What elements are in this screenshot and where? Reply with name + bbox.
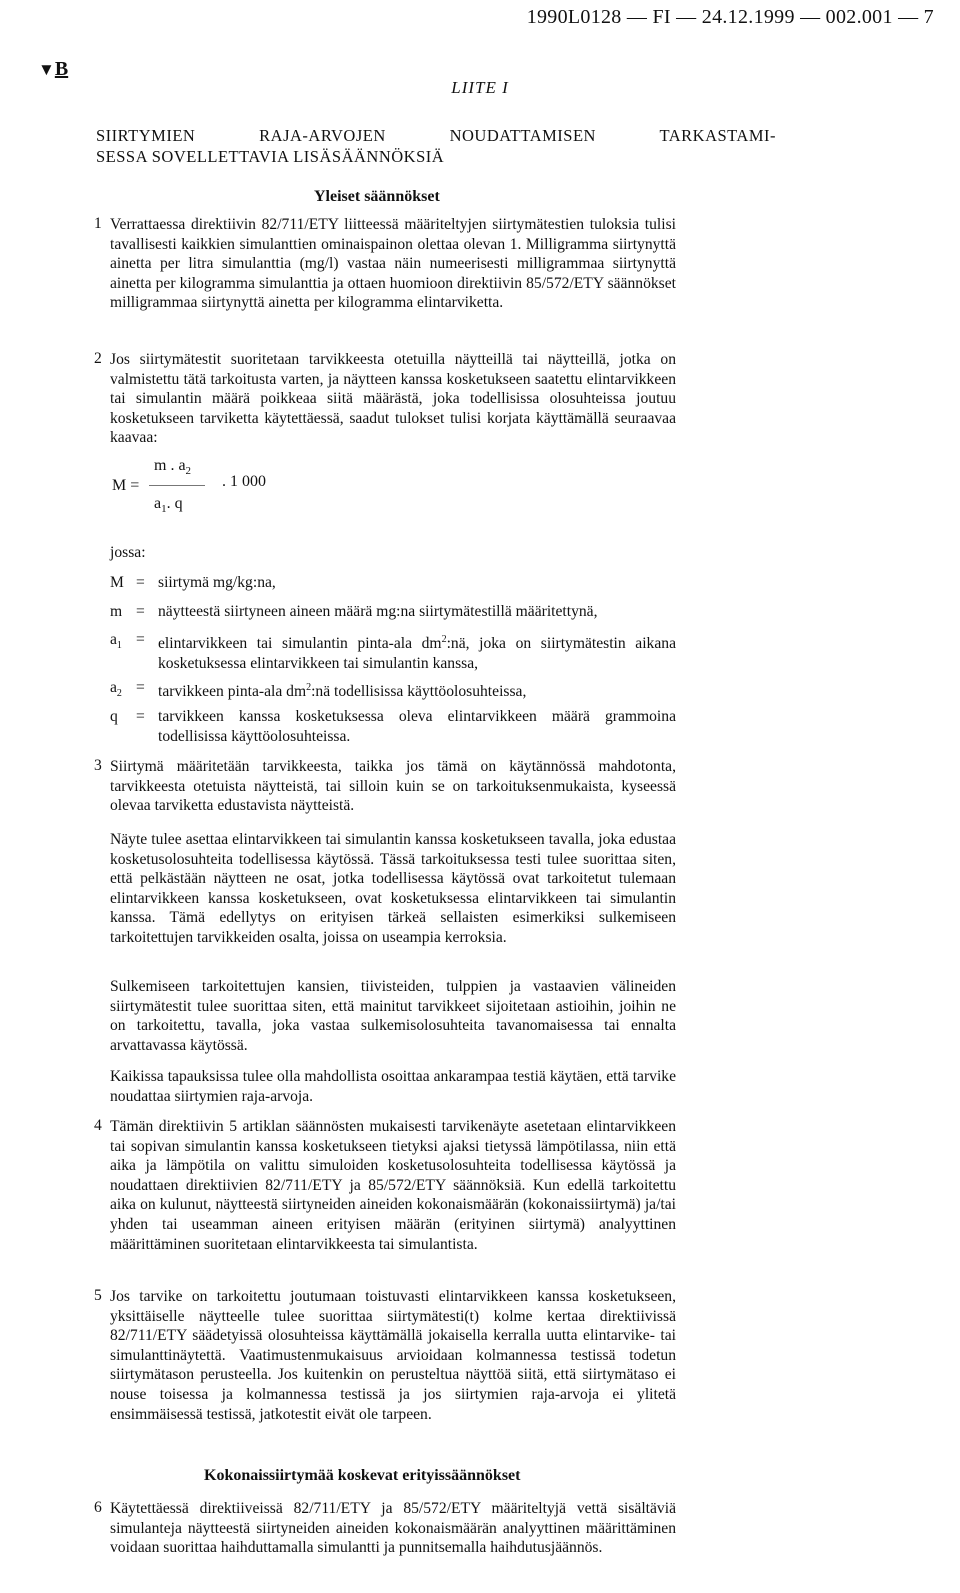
formula-lhs: M = (112, 477, 140, 494)
paragraph-3: Siirtymä määritetään tarvikkeesta, taikka jos tämä on käytännössä mahdotonta, tarvikkeesta otetuista näytteistä, tai silloin kuin se on tarkoituksenmukaista, kyseessä olevaa tarviketta edustavista näytteistä. (110, 758, 676, 815)
paragraph-number-5: 5 (94, 1287, 102, 1304)
paragraph-number-3: 3 (94, 757, 102, 774)
formula-denominator: $a_1$. q (154, 495, 183, 516)
annex-title: LIITE I (451, 78, 509, 97)
paragraph-2: Jos siirtymätestit suoritetaan tarvikkeesta otetuilla näytteillä tai näytteillä, jotka on valmistettu tätä tarkoitusta varten, ja näytteen kanssa kosketukseen saatettu elintarvikkeen tai simulantin määrä poikkeaa siitä määrästä, joka todellisissa olosuhteissa joutuu kosketukseen tarviketta käytettäessä, saadut tulokset tulisi korjata käyttämällä seuraavaa kaavaa: (110, 351, 676, 447)
paragraph-3d: Kaikissa tapauksissa tulee olla mahdollista osoittaa ankarampaa testiä käytäen, että tarvike noudattaa siirtymien raja-arvoja. (110, 1068, 676, 1105)
document-header: 1990L0128 — FI — 24.12.1999 — 002.001 — 7 (526, 6, 934, 28)
paragraph-1: Verrattaessa direktiivin 82/711/ETY liitteessä määriteltyjen siirtymätestien tuloksia tulisi tavallisesti kaikkien simulanttien ominaispainon olettaa olevan 1. Milligramma siirtynyttä ainetta per litra simulanttia (mg/l) vastaa näin numeerisesti milligrammaa siirtynyttä ainetta per kilogramma simulanttia ja ottaen huomioon direktiivin 85/572/ETY säännökset milligrammaa siirtynyttä ainetta per kilogramma elintarviketta. (110, 216, 676, 312)
paragraph-4: Tämän direktiivin 5 artiklan säännösten mukaisesti tarvikenäyte asetetaan elintarvikkeen tai sopivan simulantin kanssa kosketukseen tietyksi ajaksi tietyssä lämpötilassa, niin että aika ja lämpötila on valittu simuloiden kosketusolosuhteita todellisessa käytössä ja noudattaen direktiivien 82/711/ETY ja 85/572/ETY säännöksiä. Kun edellä tarkoitettu aika on kulunut, näytteestä siirtyneiden aineiden kokonaismäärän (kokonaissiirtymä) ja/tai yhden tai useamman aineen erityisen määrän (erityinen siirtymä) analyyttinen määrittäminen suoritetaan elintarvikkeesta tai simulantista. (110, 1118, 676, 1253)
main-title-line-2: SESSA SOVELLETTAVIA LISÄSÄÄNNÖKSIÄ (96, 147, 445, 166)
section-title-general: Yleiset säännökset (314, 188, 440, 205)
paragraph-6: Käytettäessä direktiiveissä 82/711/ETY ja 85/572/ETY määriteltyjä vettä sisältäviä simulanteja näytteestä siirtyneiden aineiden kokonaismäärän analyyttinen määrittäminen voidaan suorittaa haihduttamalla simulantti ja punnitsemalla haihdutusjäännös. (110, 1500, 676, 1557)
paragraph-5: Jos tarvike on tarkoitettu joutumaan toistuvasti elintarvikkeen kanssa kosketukseen, yksittäiselle näytteelle tulee suorittaa siirtymätesti(t) kolme kertaa direktiivissä 82/711/ETY säädetyissä olosuhteissa käyttämällä jokaisella kerralla uutta elintarvike- tai simulanttinäytettä. Vaatimustenmukaisuus arvioidaan kolmannessa testissä todetun siirtymätason perusteella. Jos kuitenkin on perusteltua näyttöä siitä, että siirtymätaso ei nouse toisessa ja kolmannessa testissä ja jos siirtymien raja-arvoja ei ylitetä ensimmäisessä testissä, jatkotestit eivät ole tarpeen. (110, 1288, 676, 1423)
document-page: 1990L0128 — FI — 24.12.1999 — 002.001 — 7 ▼B LIITE I SIIRTYMIEN RAJA-ARVOJEN NOUDATTAMISEN TARKASTAMI- SESSA SOVELLETTAVIA LISÄSÄÄNNÖKSIÄ Yleiset säännökset 1 Verrattaessa direktiivin 82/711/ETY liitteessä määriteltyjen siirtymätestien tuloksia tulisi tavallisesti kaikkien simulanttien ominaispainon olettaa olevan 1. Milligramma siirtynyttä ainetta per litra simulanttia (mg/l) vastaa näin numeerisesti milligrammaa siirtynyttä ainetta per kilogramma simulanttia ja ottaen huomioon direktiivin 85/572/ETY säännökset milligrammaa siirtynyttä ainetta per kilogramma elintarviketta. 2 Jos siirtymätestit suoritetaan tarvikkeesta otetuilla näytteillä tai näytteillä, jotka on valmistettu tätä tarkoitusta varten, ja näytteen kanssa kosketukseen saatettu elintarvikkeen tai simulantin määrä poikkeaa siitä määrästä, joka todellisissa olosuhteissa joutuu kosketukseen tarviketta käytettäessä, saadut tulokset tulisi korjata käyttämällä seuraavaa kaavaa: M = m . $a_2$ $a_1$. q . 1 000 jossa: M = siirtymä mg/kg:na, m = näytteestä siirtyneen aineen määrä mg:na siirtymätestillä määritettynä, $a_1$ = elintarvikkeen tai simulantin pinta-ala $dm^2:nä$, joka on siirtymätestin aikana kosketuksessa elintarvikkeen tai simulantin kanssa, $a_2$ = tarvikkeen pinta-ala $dm^2:nä$ todellisissa käyttöolosuhteissa, q = tarvikkeen kanssa kosketuksessa oleva elintarvikkeen määrä grammoina todellisissa käyttöolosuhteissa. 3 Siirtymä määritetään tarvikkeesta, taikka jos tämä on käytännössä mahdotonta, tarvikkeesta otetuista näytteistä, tai silloin kuin se on tarkoituksenmukaista, kyseessä olevaa tarviketta edustavista näytteistä. Näyte tulee asettaa elintarvikkeen tai simulantin kanssa kosketukseen tavalla, joka edustaa kosketusolosuhteita todellisessa käytössä. Tässä tarkoituksessa testi tulee suorittaa siten, että pelkästään näytteen ne osat, jotka todellisessa käytössä ovat tarkoitetut tulemaan elintarvikkeen kanssa kosketukseen, ovat kosketuksessa elintarvikkeen tai simulantin kanssa. Tämä edellytys on erityisen tärkeä sellaisten esimerkiksi sulkemiseen tarkoitettujen tarvikkeiden osalta, joissa on useampia kerroksia. Sulkemiseen tarkoitettujen kansien, tiivisteiden, tulppien ja vastaavien välineiden siirtymätestit tulee suorittaa siten, että mainitut tarvikkeet sijoitetaan astioihin, joihin ne on tarkoitettu, tavalla, joka vastaa sulkemisolosuhteita tavanomaisessa tai ennalta arvattavassa käytössä. Kaikissa tapauksissa tulee olla mahdollista osoittaa ankarampaa testiä käytäen, että tarvike noudattaa siirtymien raja-arvoja. 4 Tämän direktiivin 5 artiklan säännösten mukaisesti tarvikenäyte asetetaan elintarvikkeen tai sopivan simulantin kanssa kosketukseen tietyksi ajaksi tietyssä lämpötilassa, niin että aika ja lämpötila on valittu simuloiden kosketusolosuhteita todellisessa käytössä ja noudattaen direktiivien 82/711/ETY ja 85/572/ETY säännöksiä. Kun edellä tarkoitettu aika on kulunut, näytteestä siirtyneiden aineiden kokonaismäärän (kokonaissiirtymä) ja/tai yhden tai useamman aineen erityisen määrän (erityinen siirtymä) analyyttinen määrittäminen suoritetaan elintarvikkeesta tai simulantista. 5 Jos tarvike on tarkoitettu joutumaan toistuvasti elintarvikkeen kanssa kosketukseen, yksittäiselle näytteelle tulee suorittaa siirtymätesti(t) kolme kertaa direktiivissä 82/711/ETY säädetyissä olosuhteissa käyttämällä jokaisella kerralla uutta elintarvike- tai simulanttinäytettä. Vaatimustenmukaisuus arvioidaan kolmannessa testissä todetun siirtymätason perusteella. Jos kuitenkin on perusteltua näyttöä siitä, että siirtymätaso ei nouse toisessa ja kolmannessa testissä ja jos siirtymien raja-arvoja ei ylitetä ensimmäisessä testissä, jatkotestit eivät ole tarpeen. Kokonaissiirtymää koskevat erityissäännökset 6 Käytettäessä direktiiveissä 82/711/ETY ja 85/572/ETY määriteltyjä vettä sisältäviä simulanteja näytteestä siirtyneiden aineiden kokonaismäärän analyyttinen määrittäminen voidaan suorittaa haihduttamalla simulantti ja punnitsemalla haihdutusjäännös. (0, 0, 960, 1593)
section-title-overall-migration: Kokonaissiirtymää koskevat erityissäännökset (204, 1467, 521, 1484)
fraction-line (149, 485, 205, 486)
formula-numerator: m . $a_2$ (154, 457, 192, 478)
main-title-line-1: SIIRTYMIEN RAJA-ARVOJEN NOUDATTAMISEN TARKASTAMI- (96, 126, 776, 145)
paragraph-number-2: 2 (94, 350, 102, 367)
paragraph-3c: Sulkemiseen tarkoitettujen kansien, tiivisteiden, tulppien ja vastaavien välineiden siirtymätestit tulee suorittaa siten, että mainitut tarvikkeet sijoitetaan astioihin, joihin ne on tarkoitettu, tavalla, joka vastaa sulkemisolosuhteita tavanomaisessa tai ennalta arvattavassa käytössä. (110, 978, 676, 1054)
marker-letter: B (54, 58, 69, 80)
main-title (96, 125, 776, 167)
formula-multiplier: . 1 000 (222, 473, 266, 490)
paragraph-3b: Näyte tulee asettaa elintarvikkeen tai simulantin kanssa kosketukseen tavalla, joka edustaa kosketusolosuhteita todellisessa käytössä. Tässä tarkoituksessa testi tulee suorittaa siten, että pelkästään näytteen ne osat, jotka todellisessa käytössä ovat tarkoitetut tulemaan elintarvikkeen kanssa kosketukseen, ovat kosketuksessa elintarvikkeen tai simulantin kanssa. Tämä edellytys on erityisen tärkeä sellaisten esimerkiksi sulkemiseen tarkoitettujen tarvikkeiden osalta, joissa on useampia kerroksia. (110, 831, 676, 946)
triangle-down-icon: ▼ (38, 60, 55, 79)
jossa-label: jossa: (110, 544, 146, 561)
paragraph-number-6: 6 (94, 1499, 102, 1516)
paragraph-number-1: 1 (94, 215, 102, 232)
correction-formula (112, 457, 332, 517)
paragraph-number-4: 4 (94, 1117, 102, 1134)
